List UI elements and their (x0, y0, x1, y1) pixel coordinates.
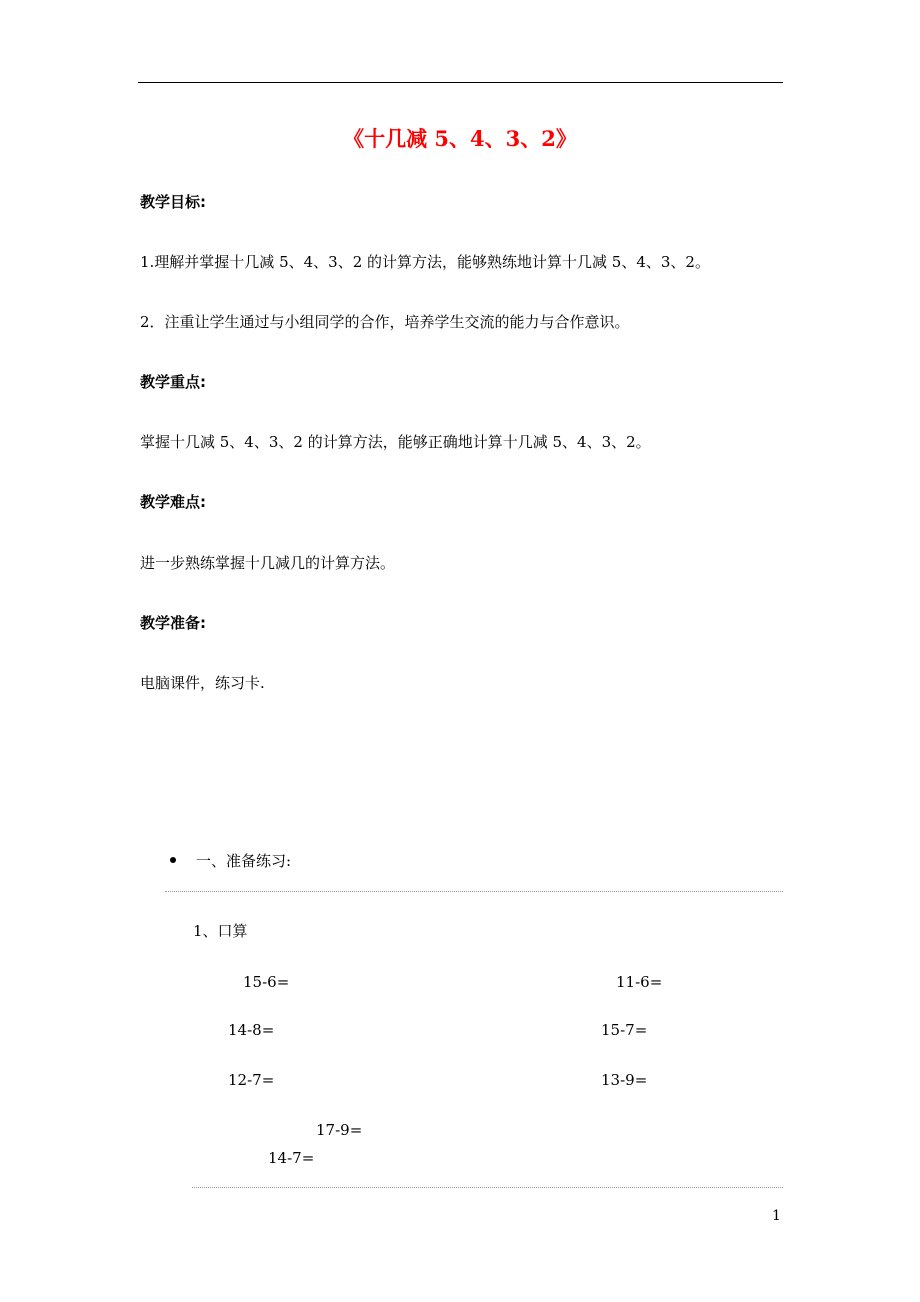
exercise-item: 12-7= (228, 1071, 275, 1089)
objectives-heading: 教学目标: (140, 193, 206, 211)
dotted-divider-bottom (192, 1187, 783, 1188)
exercise-item: 14-8= (228, 1021, 275, 1039)
preparation-text: 电脑课件，练习卡. (140, 674, 265, 692)
objective-item-1: 1.理解并掌握十几减 5、4、3、2 的计算方法，能够熟练地计算十几减 5、4、3、2。 (140, 253, 710, 271)
exercise-item: 15-6= (243, 973, 290, 991)
page-number: 1 (772, 1208, 781, 1224)
bullet-icon (170, 857, 176, 863)
section-1-bullet (170, 851, 291, 871)
difficulties-text: 进一步熟练掌握十几减几的计算方法。 (140, 554, 396, 572)
document-title: 《十几减 5、4、3、2》 (343, 126, 577, 151)
header-rule (138, 82, 783, 83)
objective-item-2: 2．注重让学生通过与小组同学的合作，培养学生交流的能力与合作意识。 (140, 313, 630, 331)
section-1-heading: 一、准备练习: (196, 852, 292, 870)
exercise-item: 13-9= (601, 1071, 648, 1089)
dotted-divider-top (165, 891, 783, 892)
oral-calc-subheading: 1、口算 (193, 922, 248, 940)
exercise-item: 15-7= (601, 1021, 648, 1039)
difficulties-heading: 教学难点: (140, 493, 206, 511)
exercise-item: 14-7= (268, 1149, 315, 1167)
preparation-heading: 教学准备: (140, 614, 206, 632)
key-points-text: 掌握十几减 5、4、3、2 的计算方法，能够正确地计算十几减 5、4、3、2。 (140, 433, 651, 451)
exercise-item: 17-9= (316, 1121, 363, 1139)
exercise-item: 11-6= (616, 973, 663, 991)
key-points-heading: 教学重点: (140, 373, 206, 391)
